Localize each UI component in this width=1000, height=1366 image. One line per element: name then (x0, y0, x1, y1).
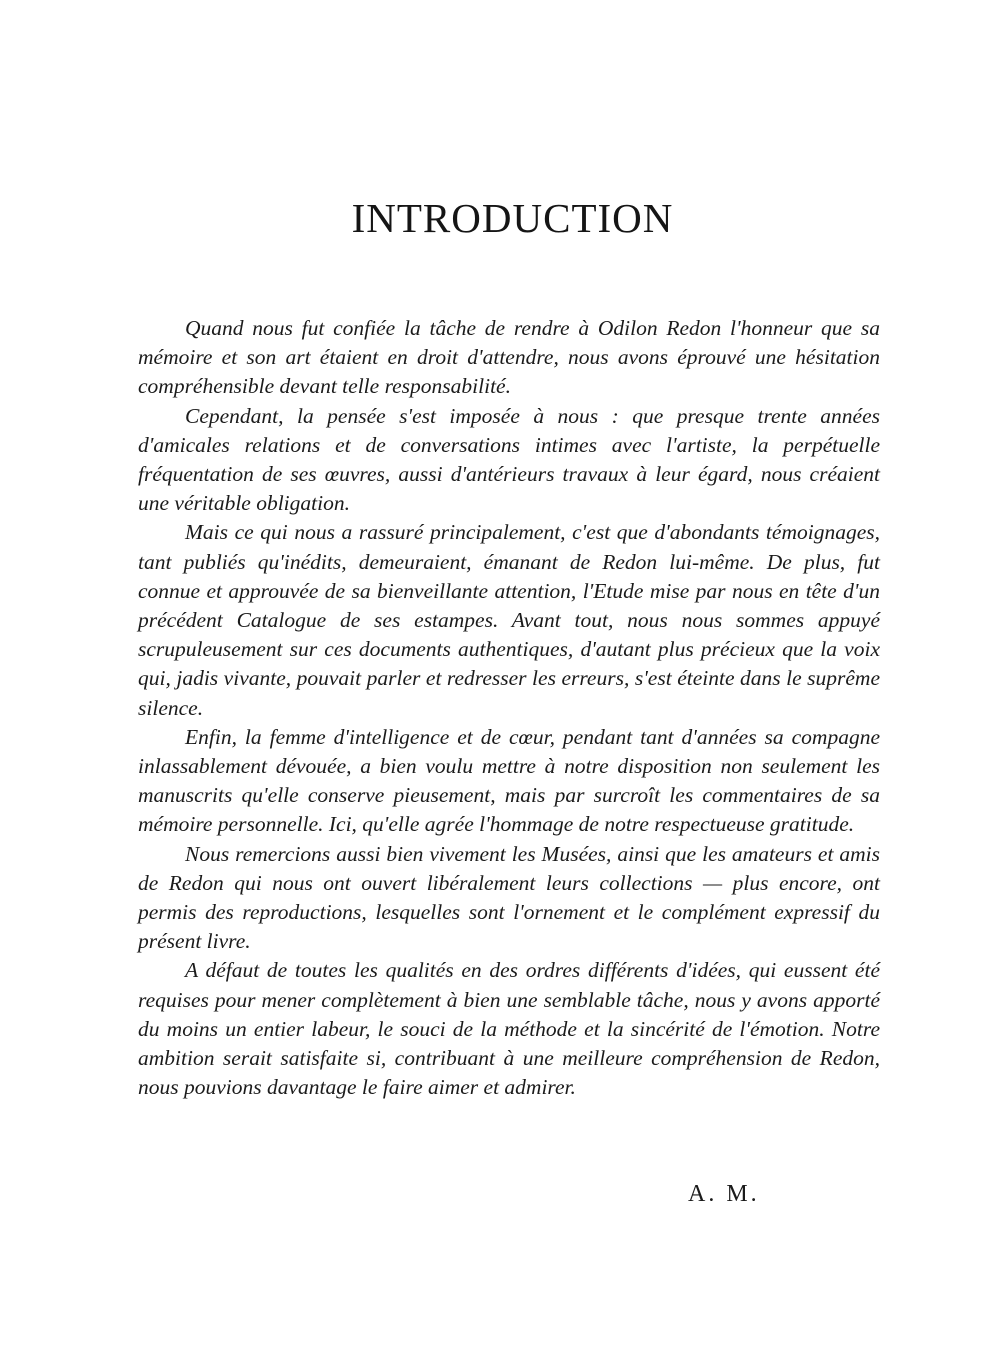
paragraph-1: Quand nous fut confiée la tâche de rendre à Odilon Redon l'honneur que sa mémoire et son art étaient en droit d'attendre, nous avons éprouvé une hésitation compréhensible devant telle responsabilité. (138, 316, 880, 399)
paragraph-6: A défaut de toutes les qualités en des ordres différents d'idées, qui eussent été requises pour mener complètement à bien une semblable tâche, nous y avons apporté du moins un entier labeur, le souci de la méthode et la sincérité de l'émotion. Notre ambition serait satisfaite si, contribuant à une meilleure compréhension de Redon, nous pouvions davantage le faire aimer et admirer. (138, 958, 880, 1100)
paragraph-3: Mais ce qui nous a rassuré principalement, c'est que d'abondants témoignages, tant publiés qu'inédits, demeuraient, émanant de Redon lui-même. De plus, fut connue et approuvée de sa bienveillante attention, l'Etude mise par nous en tête d'un précédent Catalogue de ses estampes. Avant tout, nous nous sommes appuyé scrupuleusement sur ces documents authentiques, d'autant plus précieux que la voix qui, jadis vivante, pouvait parler et redresser les erreurs, s'est éteinte dans le suprême silence. (138, 520, 880, 720)
paragraph-2: Cependant, la pensée s'est imposée à nous : que presque trente années d'amicales relations et de conversations intimes avec l'artiste, la perpétuelle fréquentation de ses œuvres, aussi d'antérieurs travaux à leur égard, nous créaient une véritable obligation. (138, 403, 880, 516)
introduction-body (138, 314, 880, 1102)
page-title: INTRODUCTION (351, 195, 674, 241)
paragraph-4: Enfin, la femme d'intelligence et de cœur, pendant tant d'années sa compagne inlassablement dévouée, a bien voulu mettre à notre disposition non seulement les manuscrits qu'elle conserve pieusement, mais par surcroît les commentaires de sa mémoire personnelle. Ici, qu'elle agrée l'hommage de notre respectueuse gratitude. (138, 724, 880, 837)
paragraph-5: Nous remercions aussi bien vivement les Musées, ainsi que les amateurs et amis de Redon qui nous ont ouvert libéralement leurs collections — plus encore, ont permis des reproductions, lesquelles sont l'ornement et le complément expressif du présent livre. (138, 841, 880, 954)
author-signature: A. M. (688, 1181, 760, 1207)
